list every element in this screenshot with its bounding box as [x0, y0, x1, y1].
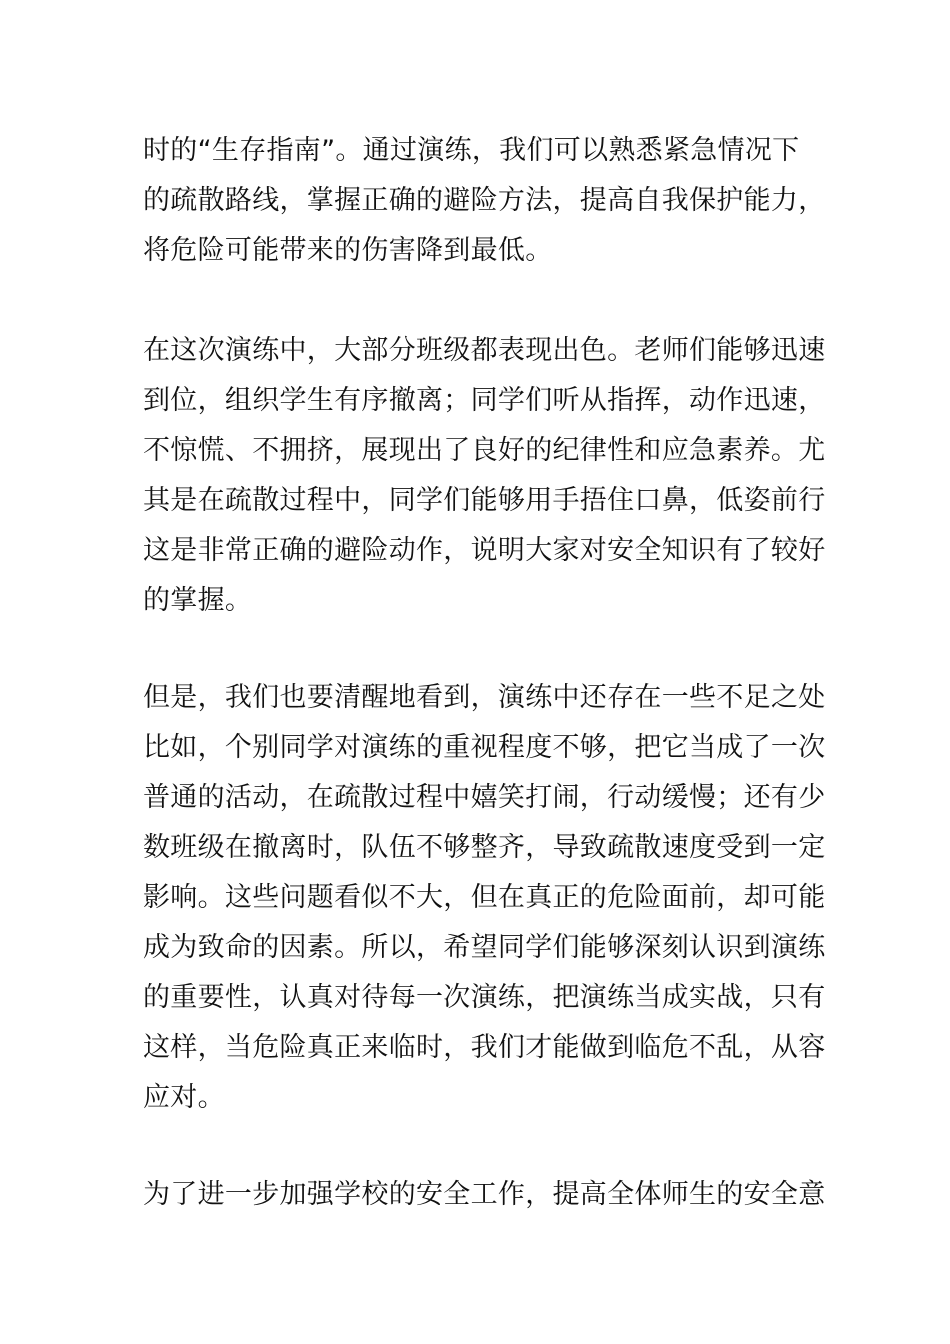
- text-line: 到位，组织学生有序撤离；同学们听从指挥，动作迅速，: [143, 385, 826, 416]
- paragraph-1: [143, 126, 826, 276]
- text-line: 不惊慌、不拥挤，展现出了良好的纪律性和应急素养。尤: [143, 435, 826, 466]
- text-line: 时的“生存指南”。通过演练，我们可以熟悉紧急情况下: [143, 135, 800, 166]
- text-line: 的疏散路线，掌握正确的避险方法，提高自我保护能力，: [143, 185, 826, 216]
- text-line: 应对。: [143, 1082, 225, 1113]
- text-line: 这是非常正确的避险动作，说明大家对安全知识有了较好: [143, 535, 826, 566]
- text-line: 为了进一步加强学校的安全工作，提高全体师生的安全意: [143, 1179, 826, 1210]
- text-line: 在这次演练中，大部分班级都表现出色。老师们能够迅速: [143, 335, 826, 366]
- text-line: 的掌握。: [143, 585, 253, 616]
- paragraph-2: [143, 326, 826, 626]
- text-line: 将危险可能带来的伤害降到最低。: [143, 235, 553, 266]
- text-line: 的重要性，认真对待每一次演练，把演练当成实战，只有: [143, 982, 826, 1013]
- text-line: 但是，我们也要清醒地看到，演练中还存在一些不足之处: [143, 682, 826, 713]
- text-line: 比如，个别同学对演练的重视程度不够，把它当成了一次: [143, 732, 826, 763]
- paragraph-3: [143, 673, 826, 1123]
- text-line: 这样，当危险真正来临时，我们才能做到临危不乱，从容: [143, 1032, 826, 1063]
- paragraph-4: [143, 1170, 826, 1220]
- text-line: 影响。这些问题看似不大，但在真正的危险面前，却可能: [143, 882, 826, 913]
- text-line: 普通的活动，在疏散过程中嬉笑打闹，行动缓慢；还有少: [143, 782, 826, 813]
- text-line: 成为致命的因素。所以，希望同学们能够深刻认识到演练: [143, 932, 826, 963]
- text-line: 其是在疏散过程中，同学们能够用手捂住口鼻，低姿前行: [143, 485, 826, 516]
- text-line: 数班级在撤离时，队伍不够整齐，导致疏散速度受到一定: [143, 832, 826, 863]
